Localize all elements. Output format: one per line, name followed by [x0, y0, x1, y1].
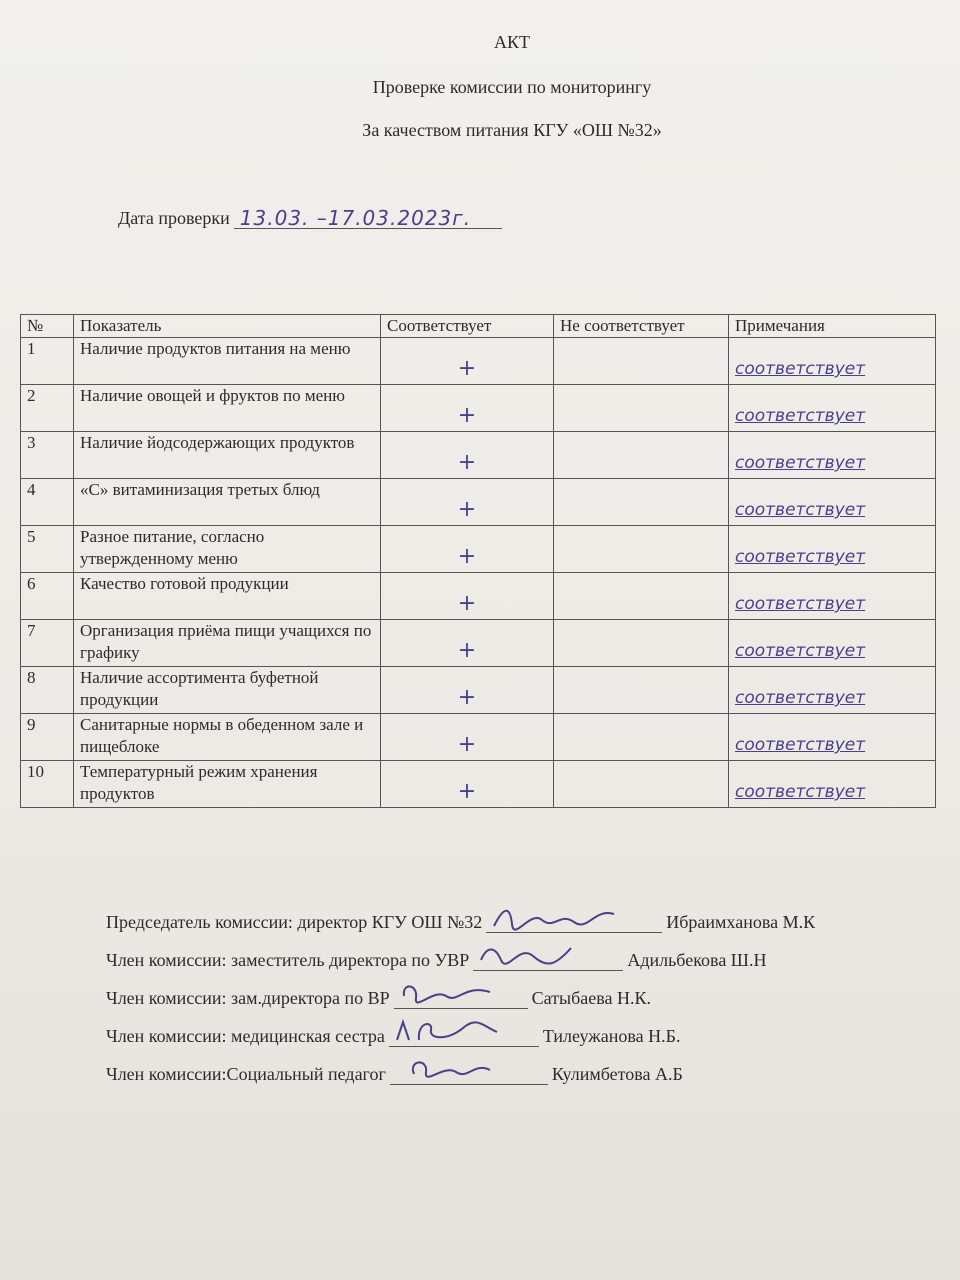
handwritten-note: соответствует — [735, 453, 866, 473]
row-not-complies-cell — [554, 761, 729, 808]
handwritten-signature-icon — [477, 940, 577, 970]
signature-name: Адильбекова Ш.Н — [627, 950, 767, 970]
signature-row-nurse — [106, 1022, 680, 1047]
row-indicator: Качество готовой продукции — [74, 573, 381, 620]
table-row — [21, 667, 936, 714]
handwritten-plus-mark: + — [457, 591, 477, 616]
row-not-complies-cell — [554, 432, 729, 479]
handwritten-signature-icon — [394, 1054, 504, 1084]
handwritten-plus-mark: + — [457, 450, 477, 475]
row-number: 8 — [21, 667, 74, 714]
inspection-date-value: 13.03. –17.03.2023г. — [239, 206, 472, 230]
handwritten-note: соответствует — [735, 782, 866, 802]
signature-name: Ибраимханова М.К — [666, 912, 816, 932]
handwritten-plus-mark: + — [457, 403, 477, 428]
row-indicator: Наличие йодсодержающих продуктов — [74, 432, 381, 479]
handwritten-note: соответствует — [735, 594, 866, 614]
table-row — [21, 479, 936, 526]
row-notes-cell — [729, 479, 936, 526]
signature-name: Сатыбаева Н.К. — [531, 988, 651, 1008]
row-complies-cell — [381, 714, 554, 761]
document-subtitle-line1: Проверке комиссии по мониторингу — [372, 77, 652, 97]
handwritten-signature-icon — [393, 1016, 503, 1046]
row-number: 7 — [21, 620, 74, 667]
table-row — [21, 620, 936, 667]
signature-role: Член комиссии: зам.директора по ВР — [106, 988, 390, 1008]
handwritten-note: соответствует — [735, 735, 866, 755]
signature-row-deputy-vr — [106, 984, 651, 1009]
row-notes-cell — [729, 338, 936, 385]
row-notes-cell — [729, 526, 936, 573]
row-notes-cell — [729, 620, 936, 667]
row-notes-cell — [729, 714, 936, 761]
row-number: 3 — [21, 432, 74, 479]
row-notes-cell — [729, 573, 936, 620]
row-complies-cell — [381, 526, 554, 573]
signature-role: Член комиссии:Социальный педагог — [106, 1064, 386, 1084]
handwritten-plus-mark: + — [457, 732, 477, 757]
handwritten-note: соответствует — [735, 359, 866, 379]
header-indicator: Показатель — [74, 315, 381, 338]
row-notes-cell — [729, 432, 936, 479]
signature-role: Председатель комиссии: директор КГУ ОШ №32 — [106, 912, 483, 932]
row-number: 6 — [21, 573, 74, 620]
inspection-table — [20, 314, 936, 808]
table-row — [21, 432, 936, 479]
handwritten-note: соответствует — [735, 547, 866, 567]
handwritten-plus-mark: + — [457, 779, 477, 804]
handwritten-signature-icon — [398, 978, 498, 1008]
row-not-complies-cell — [554, 667, 729, 714]
row-indicator: Наличие овощей и фруктов по меню — [74, 385, 381, 432]
signature-line — [473, 946, 623, 971]
signature-row-chairman — [106, 908, 815, 933]
signature-line — [389, 1022, 539, 1047]
table-row — [21, 573, 936, 620]
row-complies-cell — [381, 620, 554, 667]
inspection-date-field — [234, 202, 502, 229]
row-number: 2 — [21, 385, 74, 432]
header-number: № — [21, 315, 74, 338]
signature-line — [486, 908, 662, 933]
signature-line — [390, 1060, 548, 1085]
row-indicator: Наличие ассортимента буфетной продукции — [74, 667, 381, 714]
row-not-complies-cell — [554, 338, 729, 385]
row-complies-cell — [381, 432, 554, 479]
handwritten-note: соответствует — [735, 406, 866, 426]
handwritten-plus-mark: + — [457, 638, 477, 663]
header-not-complies: Не соответствует — [554, 315, 729, 338]
document-title: АКТ — [494, 32, 530, 52]
row-number: 1 — [21, 338, 74, 385]
header-complies: Соответствует — [381, 315, 554, 338]
row-indicator: Санитарные нормы в обеденном зале и пищеблоке — [74, 714, 381, 761]
table-row — [21, 761, 936, 808]
row-not-complies-cell — [554, 573, 729, 620]
row-number: 5 — [21, 526, 74, 573]
signature-line — [394, 984, 528, 1009]
row-number: 4 — [21, 479, 74, 526]
signature-row-deputy-uvr — [106, 946, 766, 971]
row-notes-cell — [729, 385, 936, 432]
header-notes: Примечания — [729, 315, 936, 338]
row-number: 9 — [21, 714, 74, 761]
table-row — [21, 385, 936, 432]
handwritten-plus-mark: + — [457, 544, 477, 569]
handwritten-signature-icon — [490, 902, 620, 932]
row-complies-cell — [381, 761, 554, 808]
handwritten-plus-mark: + — [457, 356, 477, 381]
row-notes-cell — [729, 667, 936, 714]
row-complies-cell — [381, 479, 554, 526]
signature-role: Член комиссии: медицинская сестра — [106, 1026, 385, 1046]
inspection-date-row — [118, 202, 502, 229]
table-row — [21, 526, 936, 573]
handwritten-note: соответствует — [735, 641, 866, 661]
handwritten-note: соответствует — [735, 500, 866, 520]
row-indicator: Наличие продуктов питания на меню — [74, 338, 381, 385]
row-complies-cell — [381, 573, 554, 620]
row-not-complies-cell — [554, 526, 729, 573]
row-not-complies-cell — [554, 385, 729, 432]
signature-role: Член комиссии: заместитель директора по УВР — [106, 950, 470, 970]
row-complies-cell — [381, 338, 554, 385]
handwritten-note: соответствует — [735, 688, 866, 708]
table-row — [21, 338, 936, 385]
table-row — [21, 714, 936, 761]
row-number: 10 — [21, 761, 74, 808]
row-complies-cell — [381, 385, 554, 432]
row-indicator: «С» витаминизация третых блюд — [74, 479, 381, 526]
signature-row-social-pedagogue — [106, 1060, 683, 1085]
row-complies-cell — [381, 667, 554, 714]
table-header-row — [21, 315, 936, 338]
row-indicator: Температурный режим хранения продуктов — [74, 761, 381, 808]
handwritten-plus-mark: + — [457, 497, 477, 522]
row-notes-cell — [729, 761, 936, 808]
signature-name: Тилеужанова Н.Б. — [542, 1026, 681, 1046]
row-not-complies-cell — [554, 714, 729, 761]
inspection-date-label: Дата проверки — [118, 208, 230, 228]
row-not-complies-cell — [554, 620, 729, 667]
row-indicator: Организация приёма пищи учащихся по графику — [74, 620, 381, 667]
row-indicator: Разное питание, согласно утвержденному меню — [74, 526, 381, 573]
handwritten-plus-mark: + — [457, 685, 477, 710]
signature-name: Кулимбетова А.Б — [551, 1064, 683, 1084]
document-subtitle-line2: За качеством питания КГУ «ОШ №32» — [362, 120, 662, 140]
row-not-complies-cell — [554, 479, 729, 526]
